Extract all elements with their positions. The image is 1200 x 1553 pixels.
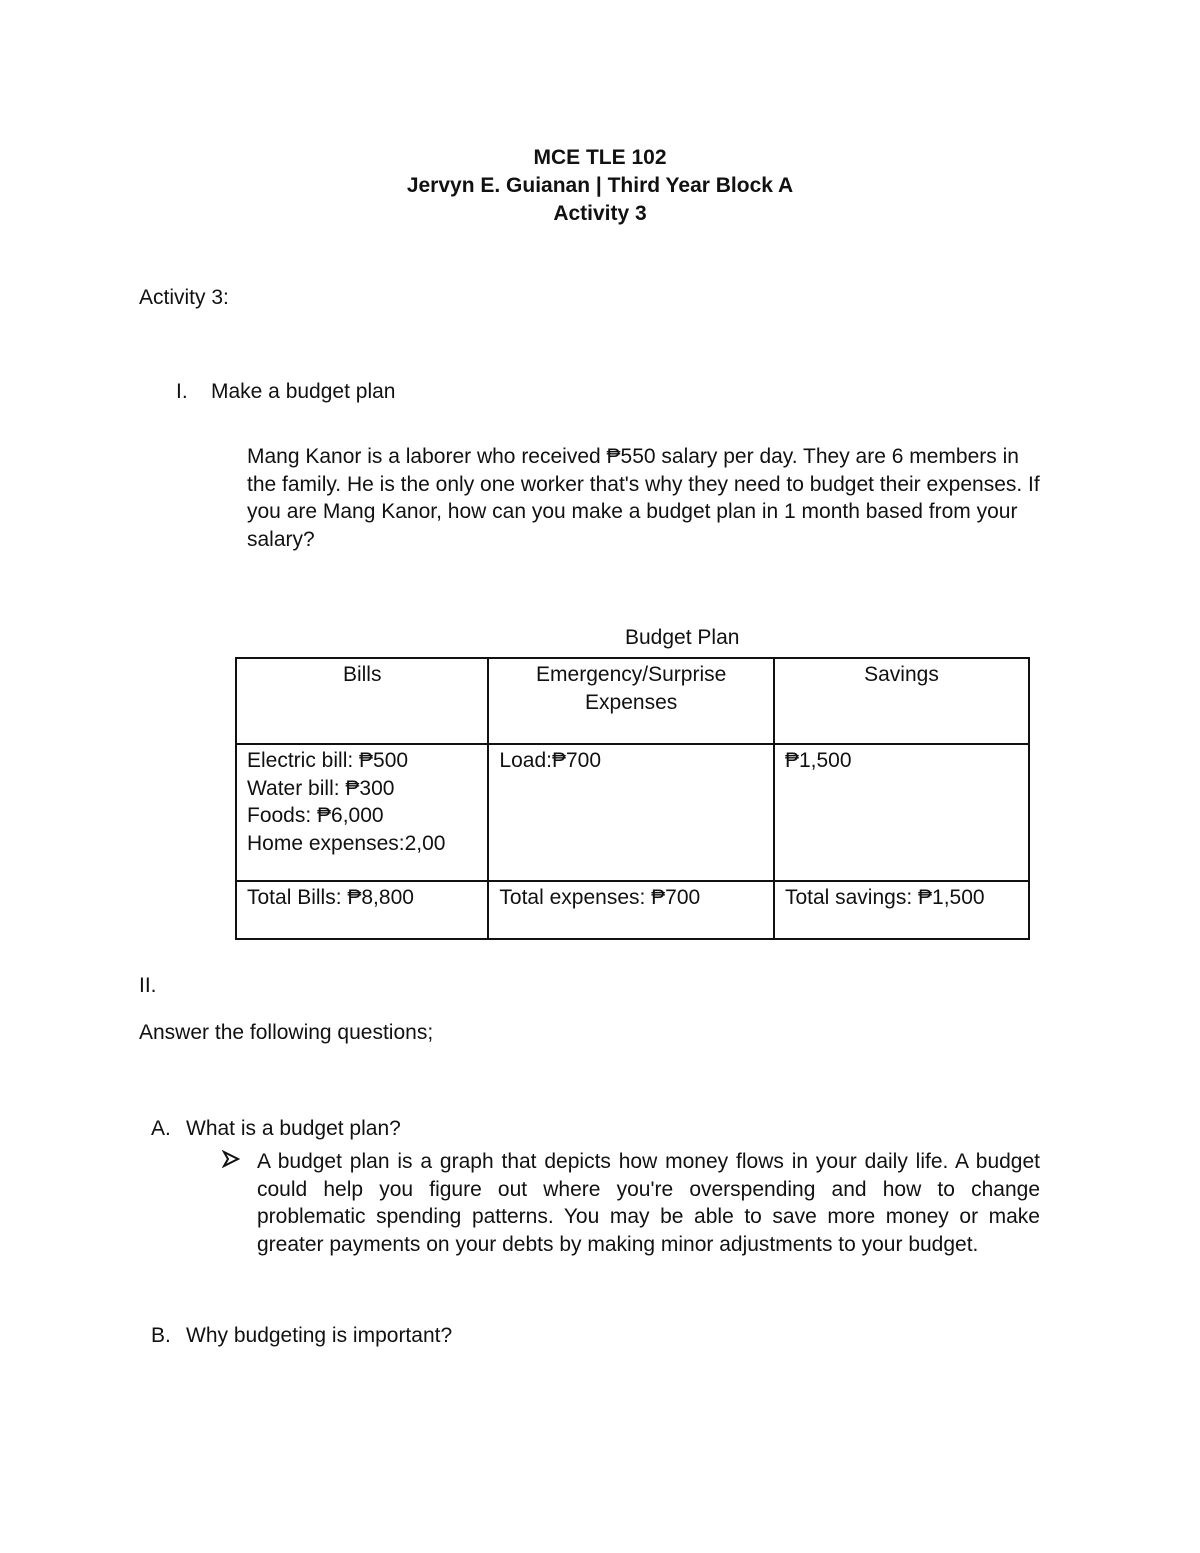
bills-cell bbox=[236, 744, 488, 881]
total-savings: Total savings: ₱1,500 bbox=[774, 881, 1029, 939]
document-header bbox=[0, 144, 1200, 228]
answer-a-text: A budget plan is a graph that depicts how money flows in your daily life. A budget could help you figure out where you're overspending and how to change problematic spending patterns. You may be able to save more money or make greater payments on your debts by making minor adjustments to your budget. bbox=[257, 1150, 1040, 1256]
bill-item: Electric bill: ₱500 bbox=[247, 749, 409, 772]
total-expenses: Total expenses: ₱700 bbox=[488, 881, 774, 939]
question-b-text: Why budgeting is important? bbox=[186, 1324, 453, 1347]
course-title: MCE TLE 102 bbox=[533, 146, 667, 169]
activity-title: Activity 3 bbox=[553, 202, 647, 225]
problem-paragraph: Mang Kanor is a laborer who received ₱550 salary per day. They are 6 members in the family. He is the only one worker that's why they need to budget their expenses. If you are Mang Kanor, how can you make a budget plan in 1 month based from your salary? bbox=[247, 445, 1040, 551]
bill-item: Water bill: ₱300 bbox=[247, 776, 395, 800]
emergency-cell bbox=[488, 744, 774, 881]
question-a-text: What is a budget plan? bbox=[186, 1117, 401, 1140]
header-emergency bbox=[488, 658, 774, 744]
student-line: Jervyn E. Guianan | Third Year Block A bbox=[406, 174, 794, 197]
section1-number: I. bbox=[176, 380, 188, 403]
bill-item: Home expenses:2,00 bbox=[247, 831, 446, 855]
total-bills: Total Bills: ₱8,800 bbox=[236, 881, 488, 939]
budget-table bbox=[235, 657, 1030, 940]
section1-title: Make a budget plan bbox=[211, 380, 396, 403]
savings-cell bbox=[774, 744, 1029, 881]
header-emergency-line2: Expenses bbox=[585, 690, 678, 714]
header-savings: Savings bbox=[774, 658, 1029, 744]
arrow-bullet-icon bbox=[222, 1149, 240, 1177]
savings-item: ₱1,500 bbox=[784, 749, 852, 772]
question-b-letter: B. bbox=[151, 1324, 171, 1347]
budget-table-title: Budget Plan bbox=[625, 626, 740, 649]
bill-item: Foods: ₱6,000 bbox=[247, 804, 384, 827]
header-bills: Bills bbox=[236, 658, 488, 744]
activity-label: Activity 3: bbox=[139, 286, 229, 309]
table-row bbox=[236, 744, 1029, 881]
section2-number: II. bbox=[139, 974, 157, 997]
header-emergency-line1: Emergency/Surprise bbox=[536, 663, 727, 686]
question-a-letter: A. bbox=[151, 1117, 171, 1140]
section2-instruction: Answer the following questions; bbox=[139, 1021, 434, 1044]
emergency-item: Load:₱700 bbox=[499, 749, 602, 772]
table-header-row bbox=[236, 658, 1029, 744]
table-totals-row bbox=[236, 881, 1029, 939]
